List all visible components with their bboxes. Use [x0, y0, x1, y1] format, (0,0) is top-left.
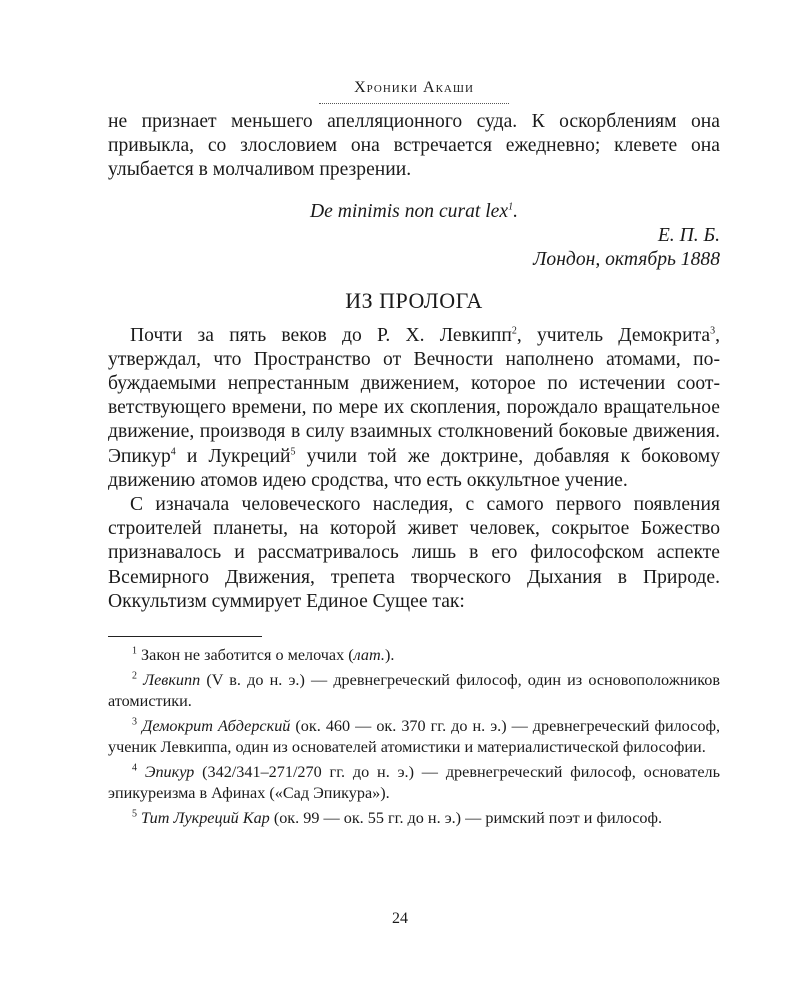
running-head-rule: [319, 103, 509, 104]
footnote-term: Тит Лукреций Кар: [141, 809, 270, 828]
section-title: ИЗ ПРОЛОГА: [345, 287, 483, 313]
p1-text-e: учили той же доктрине, добавляя к боковому движению атомов идею сродства, что есть оккультное учение.: [108, 445, 721, 491]
footnote-ref-2[interactable]: 2: [511, 325, 517, 337]
epigraph: De minimis non curat lex$^1$.: [310, 200, 518, 222]
footnote-term: Левкипп: [143, 671, 201, 690]
p1-text-d: и Лукреций: [175, 445, 291, 467]
footnote-2: [108, 670, 720, 712]
footnote-3: [108, 716, 720, 758]
footnote-separator: [108, 636, 262, 637]
footnote-4: [108, 762, 720, 804]
footnote-text: (342/341–271/270 гг. до н. э.) — древнегреческий философ, основатель эпикуреизма в Афинах («Сад Эпикура»).: [108, 763, 721, 803]
footnote-text: (V в. до н. э.) — древнегреческий философ, один из основоположников атомистики.: [108, 671, 721, 711]
footnote-number: 1: [132, 645, 137, 657]
footnote-number: 5: [132, 808, 137, 820]
epigraph-place-date: Лондон, октябрь 1888: [533, 248, 720, 270]
footnote-number: 4: [132, 762, 137, 774]
footnote-tail: ).: [384, 646, 395, 665]
footnote-term-tail: лат.: [353, 646, 385, 665]
p1-text-a: Почти за пять веков до Р. Х. Левкипп: [130, 324, 512, 346]
footnote-ref-3[interactable]: 3: [710, 325, 716, 337]
page-content: [108, 78, 720, 833]
prologue-paragraph-1: [108, 324, 720, 493]
footnote-term: Демокрит Абдерский: [142, 717, 291, 736]
footnote-number: 3: [132, 716, 137, 728]
p1-text-b: , учитель Демокрита: [516, 324, 711, 346]
page-number: 24: [392, 910, 408, 927]
footnote-ref-5[interactable]: 5: [290, 446, 296, 458]
p1-text-c: , утверждал, что Пространство от Вечности наполнено атомами, побуждаемыми непрестанным движением, которое по истечении соответствующего времени, по мере их скопления, порождало вращательное движение, производя в силу взаимных столкновений боковые движения. Эпикур: [108, 324, 720, 467]
footnote-1: [108, 645, 720, 666]
footnote-ref-1[interactable]: 1: [508, 201, 514, 213]
footnote-5: [108, 808, 720, 829]
continuation-paragraph: не признает меньшего апелляционного суда. К оскорблениям она привыкла, со злословием она встречается ежедневно; клевете она улыбается в молчаливом презрении.: [108, 111, 720, 181]
footnote-text: (ок. 99 — ок. 55 гг. до н. э.) — римский поэт и философ.: [269, 809, 663, 828]
footnote-term: Эпикур: [144, 763, 195, 782]
prologue-paragraph-2: С изначала человеческого наследия, с самого первого появления строителей планеты, на которой живет человек, сокрытое Божество признавалось и рассматривалось лишь в его философском аспекте Всемирного Движения, трепета творческого Дыхания в Природе. Оккультизм суммирует Единое Сущее так:: [108, 494, 720, 612]
footnotes: [108, 645, 720, 829]
running-head: Хроники Акаши: [354, 79, 474, 96]
footnote-number: 2: [132, 670, 137, 682]
footnote-text: (ок. 460 — ок. 370 гг. до н. э.) — древнегреческий философ, ученик Левкиппа, один из основателей атомистики и материалистической философии.: [108, 717, 720, 757]
footnote-text: Закон не заботится о мелочах (: [141, 646, 354, 665]
epigraph-text: De minimis non curat lex: [310, 200, 509, 222]
footnote-ref-4[interactable]: 4: [170, 446, 176, 458]
epigraph-author: Е. П. Б.: [657, 224, 720, 246]
